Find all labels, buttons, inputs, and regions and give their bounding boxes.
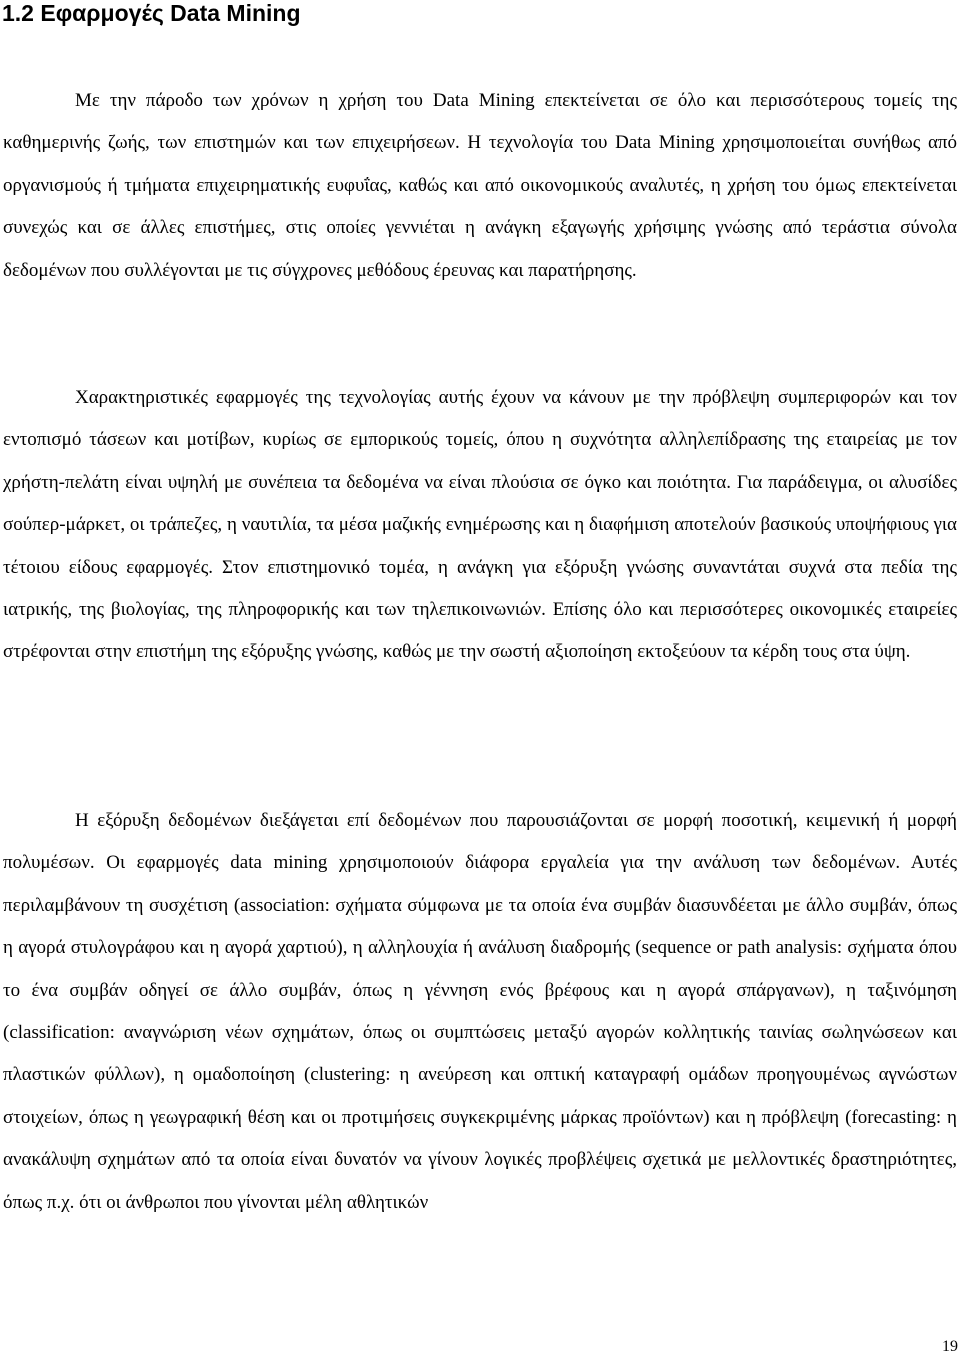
section-heading: 1.2 Εφαρμογές Data Mining: [2, 0, 301, 26]
paragraph-data-mining-tools: Η εξόρυξη δεδομένων διεξάγεται επί δεδομένων που παρουσιάζονται σε μορφή ποσοτική, κειμενική ή μορφή πολυμέσων. Οι εφαρμογές data mining χρησιμοποιούν διάφορα εργαλεία για την ανάλυση των δεδομένων. Αυτές περιλαμβάνουν τη συσχέτιση (association: σχήματα σύμφωνα με τα οποία ένα συμβάν διασυνδέεται με άλλο συμβάν, όπως η αγορά στυλογράφου και η αγορά χαρτιού), η αλληλουχία ή ανάλυση διαδρομής (sequence or path analysis: σχήματα όπου το ένα συμβάν οδηγεί σε άλλο συμβάν, όπως η γέννηση ενός βρέφους και η αγορά σπάργανων), η ταξινόμηση (classification: αναγνώριση νέων σχημάτων, όπως οι συμπτώσεις μεταξύ αγορών κολλητικής ταινίας σωληνώσεων και πλαστικών φύλλων), η ομαδοποίηση (clustering: η ανεύρεση και οπτική καταγραφή ομάδων προηγουμένως αγνώστων στοιχείων, όπως η γεωγραφική θέση και οι προτιμήσεις συγκεκριμένης μάρκας προϊόντων) και η πρόβλεψη (forecasting: η ανακάλυψη σχημάτων από τα οποία είναι δυνατόν να γίνουν λογικές προβλέψεις σχετικά με μελλοντικές δραστηριότητες, όπως π.χ. ότι οι άνθρωποι που γίνονται μέλη αθλητικών: [3, 810, 957, 1213]
body-paragraph-block-1: [3, 80, 957, 292]
paragraph-data-mining-spread: Με την πάροδο των χρόνων η χρήση του Data Mining επεκτείνεται σε όλο και περισσότερους τομείς της καθημερινής ζωής, των επιστημών και των επιχειρήσεων. Η τεχνολογία του Data Mining χρησιμοποιείται συνήθως από οργανισμούς ή τμήματα επιχειρηματικής ευφυΐας, καθώς και από οικονομικούς αναλυτές, η χρήση του όμως επεκτείνεται συνεχώς και σε άλλες επιστήμες, στις οποίες γεννιέται η ανάγκη εξαγωγής χρήσιμης γνώσης από τεράστια σύνολα δεδομένων που συλλέγονται με τις σύγχρονες μεθόδους έρευνας και παρατήρησης.: [3, 90, 957, 281]
paragraph-typical-applications: Χαρακτηριστικές εφαρμογές της τεχνολογίας αυτής έχουν να κάνουν με την πρόβλεψη συμπεριφορών και τον εντοπισμό τάσεων και μοτίβων, κυρίως σε εμπορικούς τομείς, όπου η συχνότητα αλληλεπίδρασης της εταιρείας με τον χρήστη-πελάτη είναι υψηλή με συνέπεια τα δεδομένα να είναι πλούσια σε όγκο και ποιότητα. Για παράδειγμα, οι αλυσίδες σούπερ-μάρκετ, οι τράπεζες, η ναυτιλία, τα μέσα μαζικής ενημέρωσης και η διαφήμιση αποτελούν βασικούς υποψήφιους για τέτοιου είδους εφαρμογές. Στον επιστημονικό τομέα, η ανάγκη για εξόρυξη γνώσης συναντάται συχνά στα πεδία της ιατρικής, της βιολογίας, της πληροφορικής και των τηλεπικοινωνιών. Επίσης όλο και περισσότερες οικονομικές εταιρείες στρέφονται στην επιστήμη της εξόρυξης γνώσης, καθώς με την σωστή αξιοποίηση εκτοξεύουν τα κέρδη τους στα ύψη.: [3, 387, 957, 663]
body-paragraph-block-3: [3, 800, 957, 1224]
page-number: 19: [942, 1338, 958, 1355]
body-paragraph-block-2: [3, 377, 957, 674]
